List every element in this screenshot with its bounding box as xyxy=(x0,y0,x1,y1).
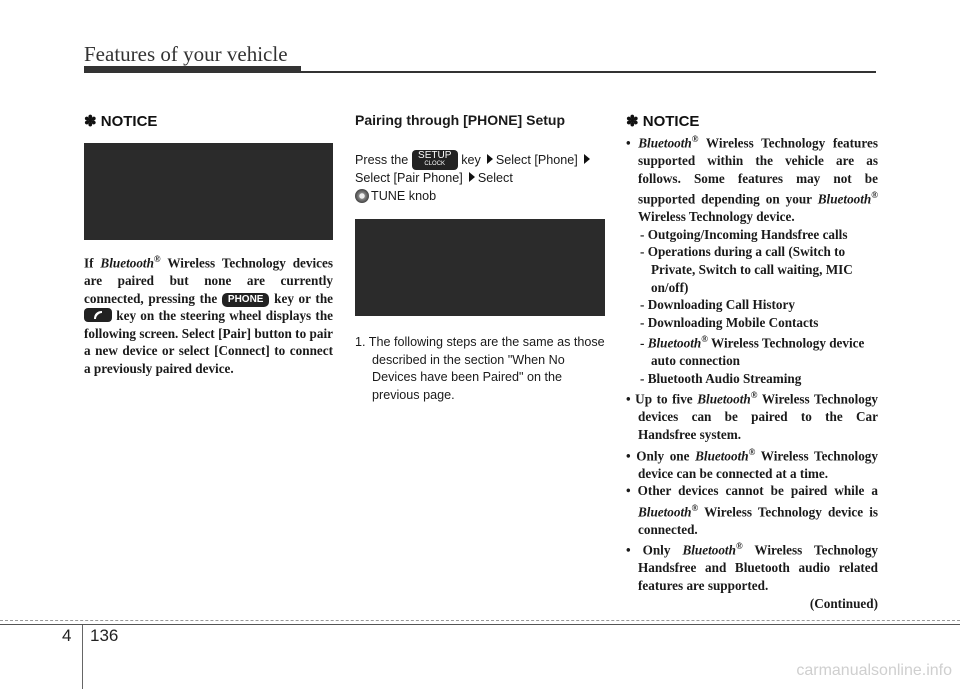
tune-knob-icon xyxy=(355,189,369,203)
notice-heading xyxy=(84,112,333,130)
footer-dashed-rule xyxy=(0,620,960,621)
phone-setup-screen-image xyxy=(355,219,605,316)
list-item: • Up to five Bluetooth® Wireless Technology devices can be paired to the Car Handsfree system. xyxy=(626,390,879,443)
list-item: - Bluetooth Audio Streaming xyxy=(640,370,802,386)
notice-star-icon: ✽ xyxy=(626,113,639,130)
list-item: - Downloading Mobile Contacts xyxy=(640,314,819,330)
notice-column-3 xyxy=(626,108,878,612)
arrow-right-icon xyxy=(487,154,493,164)
setup-clock-key-icon: SETUP CLOCK xyxy=(412,150,458,170)
pairing-instructions: Press the SETUP CLOCK key Select [Phone]Select [Pair Phone] Select TUNE knob xyxy=(355,150,605,205)
list-item: - Bluetooth® Wireless Technology device auto connection xyxy=(640,334,865,369)
pairing-column xyxy=(355,108,605,405)
watermark: carmanualsonline.info xyxy=(796,662,952,679)
list-item: - Downloading Call History xyxy=(640,297,795,313)
notice-label: NOTICE xyxy=(642,113,700,130)
notice-paragraph: If Bluetooth® Wireless Technology devices are paired but none are currently connected, pressing the PHONE key or the key on the steering wheel displays the following screen. Select [Pair] button to pair a new device or select [Connect] to connect a previously paired device. xyxy=(84,254,334,376)
arrow-right-icon xyxy=(584,154,590,164)
step-1: 1. The following steps are the same as those described in the section "When No Devices have been Paired" on the previous page. xyxy=(355,335,605,402)
list-item: • Only one Bluetooth® Wireless Technology device can be connected at a time. xyxy=(626,446,878,481)
section-title: Pairing through [PHONE] Setup xyxy=(355,112,565,128)
phone-key-icon: PHONE xyxy=(222,293,270,307)
footer-divider xyxy=(82,625,83,689)
notice-column-1 xyxy=(84,108,333,378)
notice-heading xyxy=(626,112,878,130)
arrow-right-icon xyxy=(469,172,475,182)
list-item: • Only Bluetooth® Wireless Technology Handsfree and Bluetooth audio related features are supported. xyxy=(626,541,879,593)
no-connected-device-screen-image xyxy=(84,143,333,240)
header-rule xyxy=(84,71,876,73)
notice-star-icon: ✽ xyxy=(84,113,97,130)
page-number: 136 xyxy=(90,626,119,645)
continued-label: (Continued) xyxy=(809,595,878,611)
section-number: 4 xyxy=(62,626,72,645)
list-item: • Other devices cannot be paired while a Bluetooth® Wireless Technology device is connected. xyxy=(626,483,878,537)
list-item: - Outgoing/Incoming Handsfree calls xyxy=(640,226,848,242)
list-item: • Bluetooth® Wireless Technology features supported within the vehicle are as follows. Some features may not be supported depending on your Bluetooth® Wireless Technology device. xyxy=(626,134,878,225)
notice-list xyxy=(626,131,878,612)
notice-label: NOTICE xyxy=(100,113,158,130)
call-button-icon xyxy=(84,308,112,322)
list-item: - Operations during a call (Switch to Private, Switch to call waiting, MIC on/off) xyxy=(640,244,853,295)
page-header-title: Features of your vehicle xyxy=(84,42,288,66)
footer-rule xyxy=(0,624,960,625)
